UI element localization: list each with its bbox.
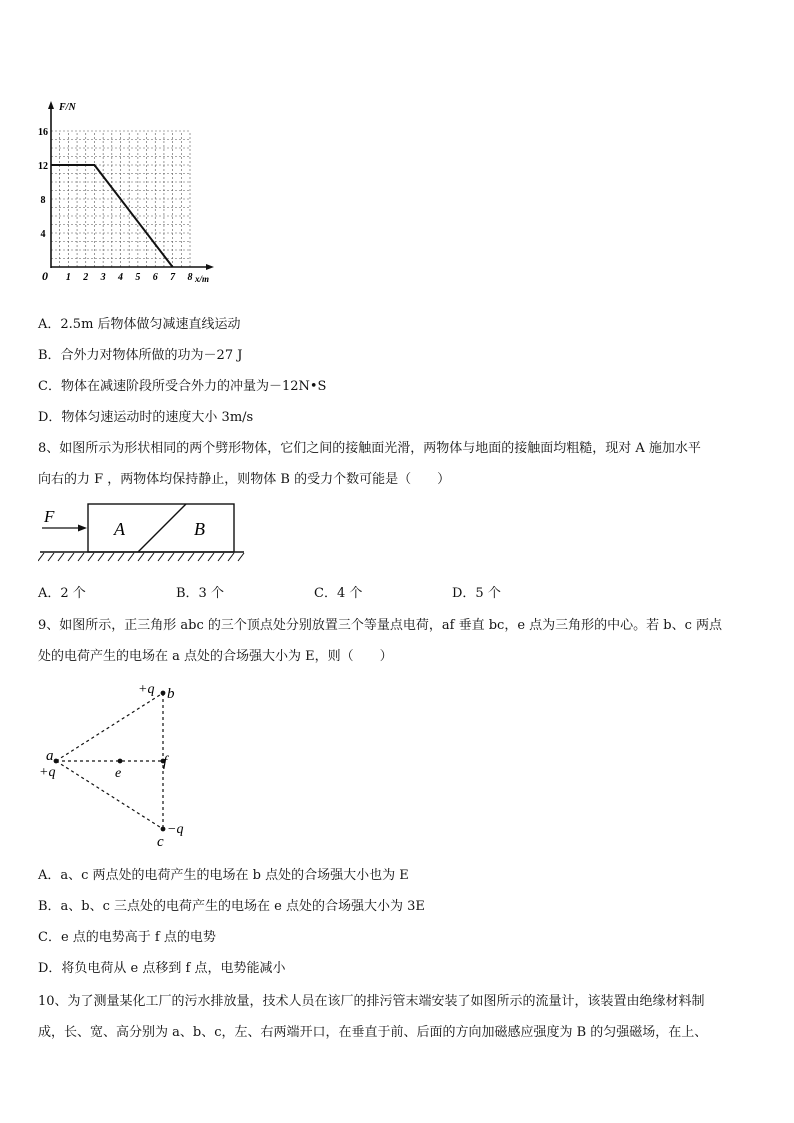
q9-option-b: B．a、b、c 三点处的电荷产生的电场在 e 点处的合场强大小为 3E bbox=[38, 899, 425, 914]
point-a bbox=[54, 759, 59, 764]
q9-option-c: C．e 点的电势高于 f 点的电势 bbox=[38, 930, 216, 945]
q8-stem-line-2: 向右的力 F ，两物体均保持静止，则物体 B 的受力个数可能是（ ） bbox=[38, 472, 451, 487]
x-tick-label: 2 bbox=[83, 272, 89, 283]
y-axis bbox=[48, 101, 54, 268]
y-axis-label: F/N bbox=[59, 102, 76, 113]
wedge-blocks-figure bbox=[38, 498, 248, 568]
side-ab bbox=[56, 693, 163, 761]
c-charge-label: −q bbox=[167, 822, 184, 837]
q8-option-d: D．5 个 bbox=[452, 586, 501, 601]
x-tick-label: 4 bbox=[118, 272, 123, 283]
x-tick-label: 6 bbox=[152, 272, 158, 283]
y-tick-label: 12 bbox=[38, 161, 48, 172]
q7-option-b: B．合外力对物体所做的功为－27 J bbox=[38, 348, 243, 363]
q10-stem-line-2: 成，长、宽、高分别为 a、b、c，左、右两端开口，在垂直于前、后面的方向加磁感应强度为 B 的匀强磁场，在上、 bbox=[38, 1025, 708, 1040]
x-tick-label: 8 bbox=[187, 272, 193, 283]
q9-stem-line-2: 处的电荷产生的电场在 a 点处的合场强大小为 E，则（ ） bbox=[38, 649, 393, 664]
f-point-label: f bbox=[163, 754, 168, 770]
block-b-label: B bbox=[194, 519, 205, 539]
a-charge-label: +q bbox=[39, 765, 56, 780]
q8-option-c: C．4 个 bbox=[314, 586, 363, 601]
y-tick-label: 8 bbox=[40, 195, 46, 206]
block-a-label: A bbox=[114, 519, 125, 539]
point-e bbox=[118, 759, 123, 764]
blocks-outline bbox=[88, 504, 234, 552]
x-tick-label: 3 bbox=[100, 272, 106, 283]
contact-surface bbox=[138, 504, 186, 552]
b-charge-label: +q bbox=[138, 682, 155, 697]
y-tick-label: 16 bbox=[38, 127, 48, 138]
force-displacement-graph bbox=[30, 98, 220, 288]
x-tick-label: 7 bbox=[170, 272, 176, 283]
x-axis bbox=[51, 264, 214, 270]
q9-option-a: A．a、c 两点处的电荷产生的电场在 b 点处的合场强大小也为 E bbox=[38, 868, 409, 883]
q9-option-d: D．将负电荷从 e 点移到 f 点，电势能减小 bbox=[38, 961, 286, 976]
q9-stem-line-1: 9、如图所示，正三角形 abc 的三个顶点处分别放置三个等量点电荷，af 垂直 bc，e 点为三角形的中心。若 b、c 两点 bbox=[38, 618, 723, 633]
ground-hatching bbox=[38, 553, 244, 561]
side-ac bbox=[56, 761, 163, 829]
c-point-label: c bbox=[157, 834, 164, 850]
q7-option-c: C．物体在减速阶段所受合外力的冲量为－12N•S bbox=[38, 379, 327, 394]
q8-option-b: B．3 个 bbox=[176, 586, 224, 601]
e-point-label: e bbox=[115, 766, 122, 781]
q7-option-d: D．物体匀速运动时的速度大小 3m/s bbox=[38, 410, 254, 425]
q7-option-a: A．2.5m 后物体做匀减速直线运动 bbox=[38, 317, 241, 332]
q10-stem-line-1: 10、为了测量某化工厂的污水排放量，技术人员在该厂的排污管末端安装了如图所示的流量计，该装置由绝缘材料制 bbox=[38, 994, 705, 1009]
x-tick-label: 5 bbox=[135, 272, 141, 283]
point-b bbox=[161, 691, 166, 696]
y-tick-labels bbox=[38, 127, 48, 240]
a-point-label: a bbox=[46, 748, 54, 764]
triangle-charges-figure bbox=[30, 676, 205, 851]
q8-option-a: A．2 个 bbox=[38, 586, 86, 601]
x-tick-label: 1 bbox=[65, 272, 71, 283]
b-point-label: b bbox=[167, 686, 175, 702]
point-c bbox=[161, 827, 166, 832]
force-label: F bbox=[44, 507, 55, 526]
x-tick-labels bbox=[42, 269, 193, 283]
x-axis-label: x/m bbox=[195, 274, 210, 284]
q8-stem-line-1: 8、如图所示为形状相同的两个劈形物体，它们之间的接触面光滑，两物体与地面的接触面均粗糙，现对 A 施加水平 bbox=[38, 441, 701, 456]
x-tick-label: 0 bbox=[42, 269, 48, 283]
y-tick-label: 4 bbox=[40, 229, 46, 240]
